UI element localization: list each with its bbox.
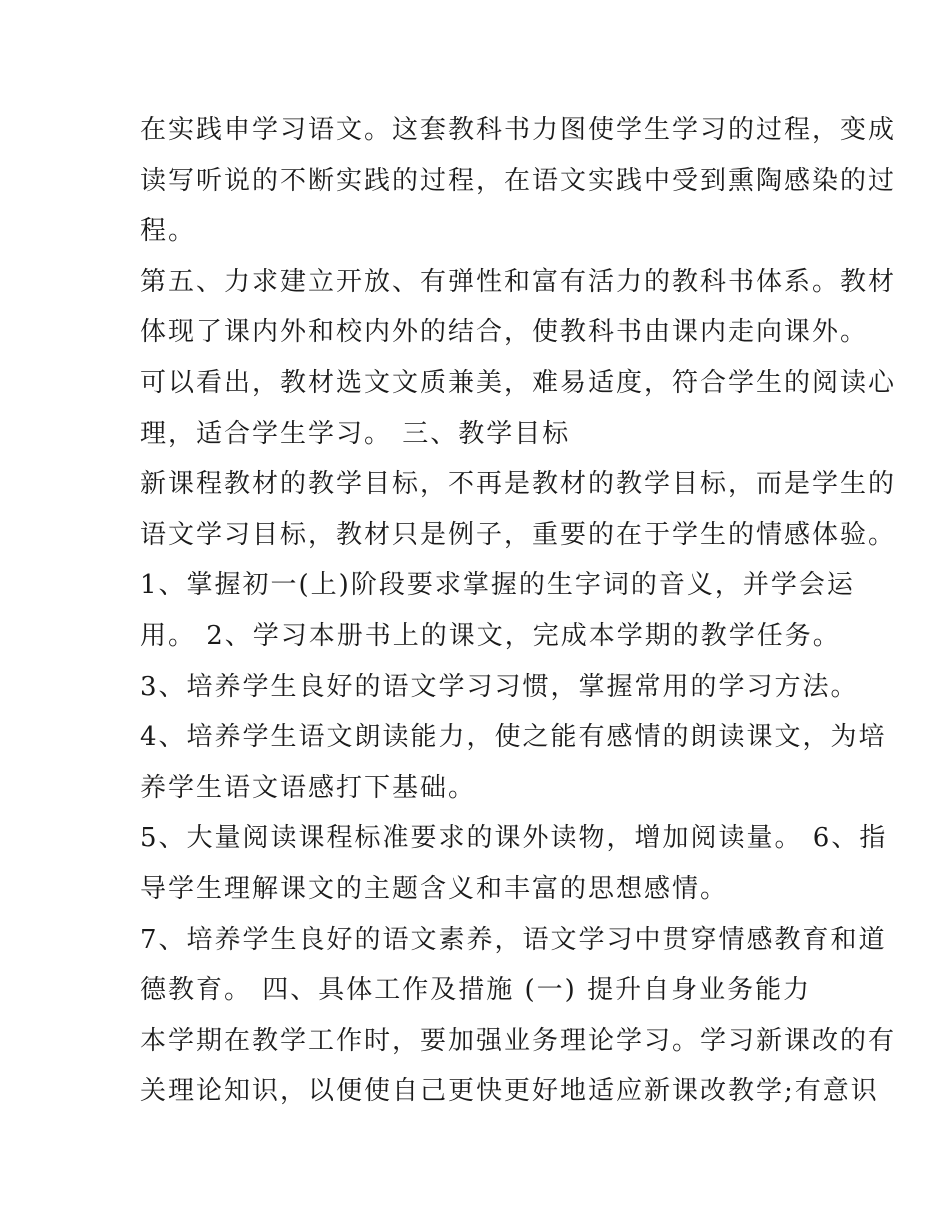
text-line: 养学生语文语感打下基础。 (140, 772, 477, 803)
text-line: 程。 (140, 216, 197, 247)
text-line: 关理论知识，以便使自己更快更好地适应新课改教学;有意识 (140, 1076, 879, 1107)
text-line: 语文学习目标，教材只是例子，重要的在于学生的情感体验。 (140, 519, 897, 550)
text-line: 体现了课内外和校内外的结合，使教科书由课内走向课外。 (140, 317, 869, 348)
text-line: 导学生理解课文的主题含义和丰富的思想感情。 (140, 873, 729, 904)
text-line: 德教育。 四、具体工作及措施 (一) 提升自身业务能力 (140, 975, 812, 1006)
text-line: 读写听说的不断实践的过程，在语文实践中受到熏陶感染的过 (140, 165, 897, 196)
text-line: 第五、力求建立开放、有弹性和富有活力的教科书体系。教材 (140, 266, 897, 297)
text-line: 新课程教材的教学目标，不再是教材的教学目标，而是学生的 (140, 469, 897, 500)
text-line: 5、大量阅读课程标准要求的课外读物，增加阅读量。 6、指 (140, 823, 888, 854)
text-line: 可以看出，教材选文文质兼美，难易适度，符合学生的阅读心 (140, 367, 897, 398)
text-line: 1、掌握初一(上)阶段要求掌握的生字词的音义，并学会运 (140, 570, 855, 601)
text-line: 4、培养学生语文朗读能力，使之能有感情的朗读课文，为培 (140, 722, 887, 753)
body-text (140, 105, 897, 1117)
text-line: 3、培养学生良好的语文学习习惯，掌握常用的学习方法。 (140, 671, 859, 702)
text-line: 用。 2、学习本册书上的课文，完成本学期的教学任务。 (140, 620, 841, 651)
text-line: 7、培养学生良好的语文素养，语文学习中贯穿情感教育和道 (140, 924, 887, 955)
text-line: 理，适合学生学习。 三、教学目标 (140, 418, 571, 449)
text-line: 本学期在教学工作时，要加强业务理论学习。学习新课改的有 (140, 1025, 897, 1056)
text-line: 在实践申学习语文。这套教科书力图使学生学习的过程，变成 (140, 115, 897, 145)
